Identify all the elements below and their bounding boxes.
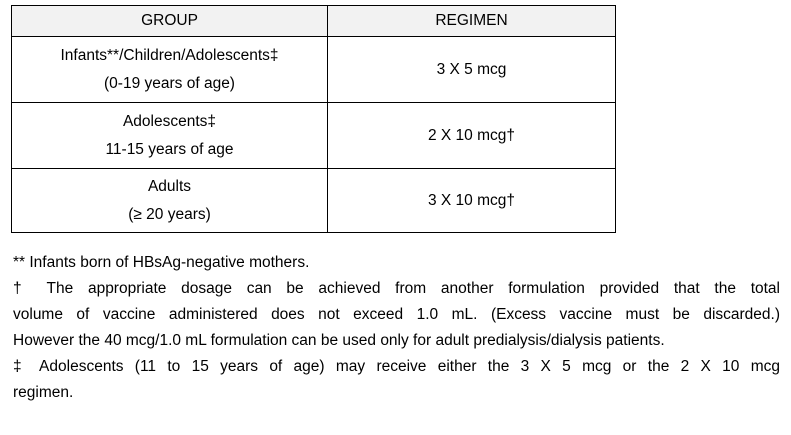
group-name: Infants**/Children/Adolescents‡ (60, 46, 279, 64)
group-column-header: GROUP (12, 6, 328, 37)
regimen-cell: 3 X 10 mcg† (328, 169, 616, 233)
table-row (12, 169, 616, 233)
footnote-adolescents-line: regimen. (13, 384, 74, 401)
footnote-infants: ** Infants born of HBsAg-negative mothers. (13, 254, 310, 271)
footnote-dagger-line: volume of vaccine administered does not exceed 1.0 mL. (Excess vaccine must be discarded.) (13, 306, 780, 323)
group-age-range: 11-15 years of age (105, 140, 234, 158)
regimen-cell: 3 X 5 mcg (328, 37, 616, 103)
group-age-range: (0-19 years of age) (104, 74, 235, 92)
group-cell (12, 37, 328, 103)
footnote-dagger (13, 276, 780, 354)
group-name: Adults (147, 177, 192, 195)
table-row (12, 37, 616, 103)
group-age-range: (≥ 20 years) (128, 205, 211, 223)
footnote-dagger-line: However the 40 mcg/1.0 mL formulation can be used only for adult predialysis/dialysis patients. (13, 332, 665, 349)
table-header-row (12, 6, 616, 37)
regimen-cell: 2 X 10 mcg† (328, 103, 616, 169)
dosage-table (11, 5, 616, 233)
group-cell (12, 103, 328, 169)
table-row (12, 103, 616, 169)
footnote-adolescents (13, 354, 780, 406)
group-cell (12, 169, 328, 233)
regimen-column-header: REGIMEN (328, 6, 616, 37)
footnotes (13, 250, 780, 406)
footnote-dagger-line: † The appropriate dosage can be achieved from another formulation provided that the total (13, 280, 780, 297)
group-name: Adolescents‡ (122, 112, 217, 130)
footnote-adolescents-line: ‡ Adolescents (11 to 15 years of age) may receive either the 3 X 5 mcg or the 2 X 10 mcg (13, 358, 780, 375)
